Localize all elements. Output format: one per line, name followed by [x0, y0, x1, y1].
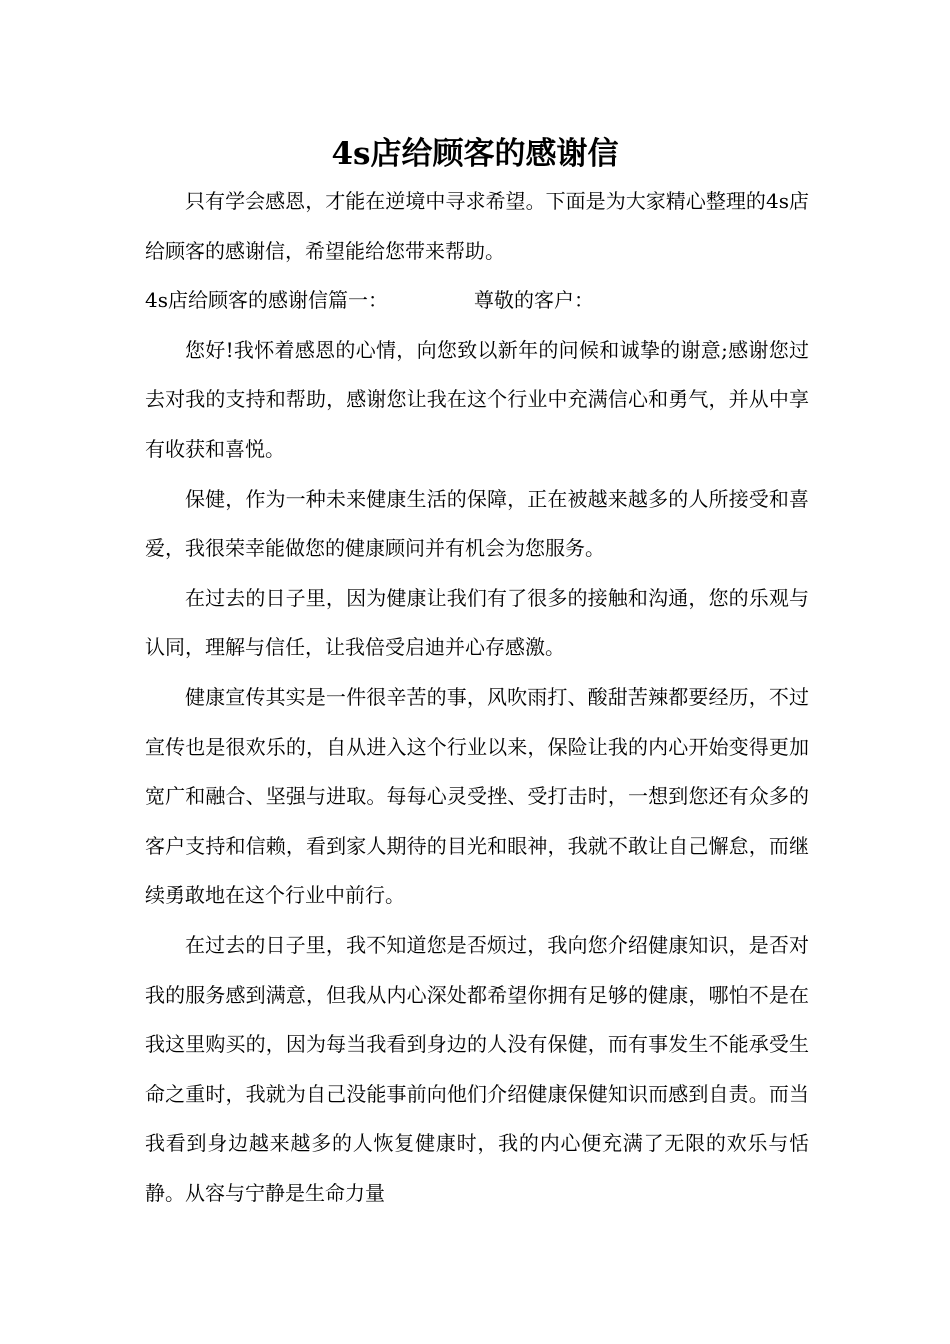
salutation: 尊敬的客户： [474, 288, 594, 313]
document-body [145, 177, 809, 1218]
intro-paragraph: 只有学会感恩，才能在逆境中寻求希望。下面是为大家精心整理的4s店给顾客的感谢信，希望能给您带来帮助。 [145, 189, 809, 263]
body-paragraph-5: 在过去的日子里，我不知道您是否烦过，我向您介绍健康知识，是否对我的服务感到满意，但我从内心深处都希望你拥有足够的健康，哪怕不是在我这里购买的，因为每当我看到身边的人没有保健，而有事发生不能承受生命之重时，我就为自己没能事前向他们介绍健康保健知识而感到自责。而当我看到身边越来越多的人恢复健康时，我的内心便充满了无限的欢乐与恬静。从容与宁静是生命力量 [145, 932, 809, 1205]
body-paragraph-2: 保健，作为一种未来健康生活的保障，正在被越来越多的人所接受和喜爱，我很荣幸能做您的健康顾问并有机会为您服务。 [145, 486, 809, 561]
body-paragraph-4: 健康宣传其实是一件很辛苦的事，风吹雨打、酸甜苦辣都要经历，不过宣传也是很欢乐的，自从进入这个行业以来，保险让我的内心开始变得更加宽广和融合、坚强与进取。每每心灵受挫、受打击时，一想到您还有众多的客户支持和信赖，看到家人期待的目光和眼神，我就不敢让自己懈怠，而继续勇敢地在这个行业中前行。 [145, 684, 809, 908]
section-heading: 4s店给顾客的感谢信篇一： [145, 288, 388, 313]
section-heading-line [145, 276, 809, 326]
document-title: 4s店给顾客的感谢信 [331, 136, 619, 172]
body-paragraph-1: 您好!我怀着感恩的心情，向您致以新年的问候和诚挚的谢意;感谢您过去对我的支持和帮助，感谢您让我在这个行业中充满信心和勇气，并从中享有收获和喜悦。 [145, 337, 809, 461]
body-paragraph-3: 在过去的日子里，因为健康让我们有了很多的接触和沟通，您的乐观与认同，理解与信任，让我倍受启迪并心存感激。 [145, 585, 809, 660]
